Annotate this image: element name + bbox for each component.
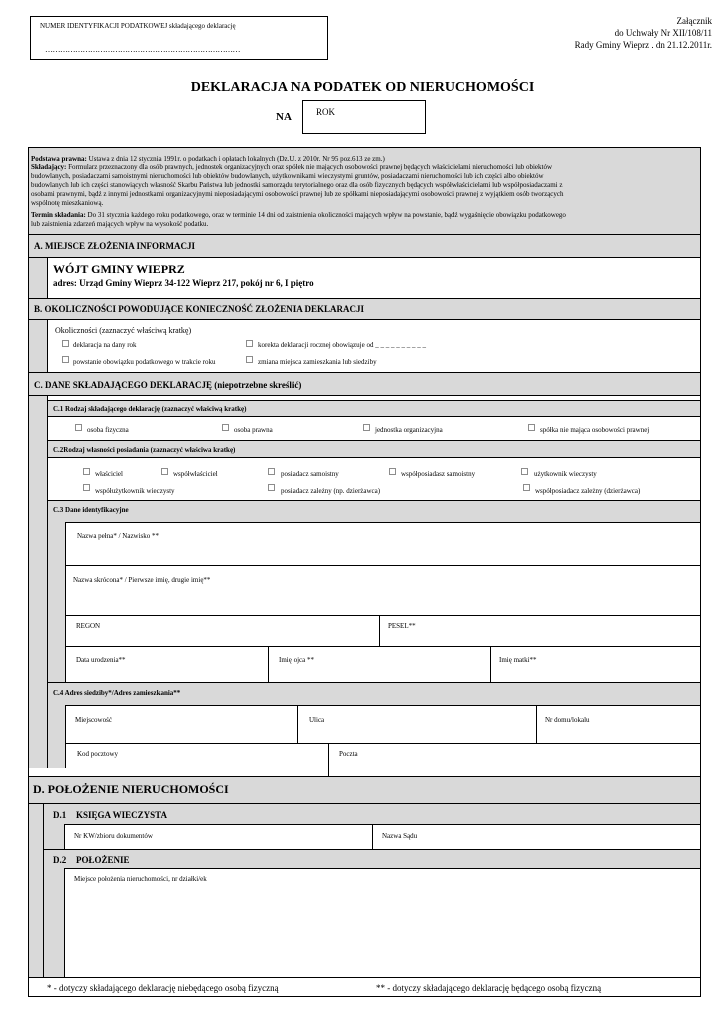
- footnote-two: ** - dotyczy składającego deklarację będącego osobą fizyczną: [376, 983, 602, 993]
- d1-header: KSIĘGA WIECZYSTA: [76, 810, 167, 820]
- input-street[interactable]: [298, 706, 535, 742]
- legal-filers-5: wspólnotę mieszkaniową.: [31, 199, 104, 207]
- c1-header: C.1 Rodzaj składającego deklarację (zaznaczyć właściwą kratkę): [53, 405, 247, 413]
- checkbox-correction[interactable]: [246, 340, 253, 347]
- d2-header-bg: [44, 850, 700, 868]
- input-house-number[interactable]: [537, 706, 700, 742]
- input-city[interactable]: [66, 706, 296, 742]
- label-post-office: Poczta: [339, 750, 358, 758]
- checkbox-independent-holder[interactable]: [268, 468, 275, 475]
- page-title: DEKLARACJA NA PODATEK OD NIERUCHOMOŚCI: [190, 80, 535, 95]
- d2-header: POŁOŻENIE: [76, 855, 130, 865]
- c2-header: C.2Rodzaj własności posiadania (zaznaczyć właściwa kratkę): [53, 446, 236, 454]
- d2-number: D.2: [53, 855, 67, 865]
- c3-header: C.3 Dane identyfikacyjne: [53, 506, 129, 514]
- section-c-header: C. DANE SKŁADAJĄCEGO DEKLARACJĘ (niepotrzebne skreślić): [34, 380, 302, 390]
- nip-field[interactable]: ……………………………………………………………………: [45, 45, 240, 54]
- input-location[interactable]: [65, 869, 700, 976]
- input-full-name[interactable]: [66, 523, 700, 565]
- section-b-header: B. OKOLICZNOŚCI POWODUJĄCE KONIECZNOŚĆ ZŁOŻENIA DEKLARACJI: [34, 304, 365, 314]
- input-court-name[interactable]: [373, 825, 700, 848]
- label-correction: korekta deklaracji rocznej obowiązuje od _ _ _ _ _ _ _ _ _ _: [258, 341, 426, 349]
- checkbox-co-perpetual-user[interactable]: [83, 484, 90, 491]
- legal-filers-1: Składający: Formularz przeznaczony dla osób prawnych, jednostek organizacyjnych oraz spółek nie mających osobowości prawnej będących właścicielami nieruchomości lub obiektów: [31, 163, 553, 171]
- label-dependent-holder: posiadacz zależny (np. dzierżawca): [281, 487, 381, 495]
- checkbox-address-change[interactable]: [246, 356, 253, 363]
- c4-header: C.4 Adres siedziby*/Adres zamieszkania**: [53, 689, 181, 697]
- checkbox-obligation-arose[interactable]: [62, 356, 69, 363]
- label-birth-date: Data urodzenia**: [76, 656, 126, 664]
- input-short-name[interactable]: [66, 566, 700, 615]
- label-natural-person: osoba fizyczna: [87, 426, 129, 434]
- label-house-number: Nr domu/lokalu: [545, 716, 590, 724]
- d2-indent-bg: [44, 868, 64, 977]
- legal-filers-3: budowlanych lub ich części stanowiących własność Skarbu Państwa lub jednostki samorządu terytorialnego oraz dla osób fizycznych będących współwłaścicielami lub współposiadaczami z: [31, 181, 563, 189]
- label-annual-declaration: deklaracja na dany rok: [73, 341, 137, 349]
- office-address: adres: Urząd Gminy Wieprz 34-122 Wieprz 217, pokój nr 6, I piętro: [53, 278, 314, 288]
- label-perpetual-user: użytkownik wieczysty: [534, 470, 597, 478]
- attachment-line-1: Załącznik: [676, 16, 712, 26]
- label-owner: właściciel: [95, 470, 123, 478]
- legal-basis: Podstawa prawna: Ustawa z dnia 12 stycznia 1991r. o podatkach i opłatach lokalnych (Dz.U. z 2010r. Nr 95 poz.613 ze zm.): [31, 155, 385, 163]
- label-co-perpetual-user: współużytkownik wieczysty: [95, 487, 175, 495]
- checkbox-perpetual-user[interactable]: [521, 468, 528, 475]
- label-location: Miejsce położenia nieruchomości, nr działki/ek: [74, 875, 207, 883]
- input-pesel[interactable]: [380, 616, 700, 645]
- input-post-office[interactable]: [329, 744, 700, 767]
- checkbox-dependent-holder[interactable]: [268, 484, 275, 491]
- left-column-d: [29, 804, 43, 977]
- checkbox-legal-person[interactable]: [222, 424, 229, 431]
- nip-label: NUMER IDENTYFIKACJI PODATKOWEJ składającego deklarację: [40, 22, 236, 30]
- label-co-owner: współwłaściciel: [173, 470, 218, 478]
- c3-header-bg: [48, 501, 700, 522]
- label-court-name: Nazwa Sądu: [382, 832, 418, 840]
- label-father-name: Imię ojca **: [279, 656, 314, 664]
- year-box[interactable]: [302, 100, 426, 134]
- checkbox-co-owner[interactable]: [161, 468, 168, 475]
- input-kw-number[interactable]: [65, 825, 371, 848]
- d1-indent-bg: [44, 824, 64, 849]
- checkbox-natural-person[interactable]: [75, 424, 82, 431]
- label-co-dependent-holder: współposiadacz zależny (dzierżawca): [535, 487, 641, 495]
- c4-indent-bg: [48, 705, 65, 768]
- checkbox-org-unit[interactable]: [363, 424, 370, 431]
- label-postal-code: Kod pocztowy: [77, 750, 119, 758]
- checkbox-co-independent-holder[interactable]: [389, 468, 396, 475]
- attachment-line-3: Rady Gminy Wieprz . dn 21.12.2011r.: [574, 40, 712, 50]
- section-d-header: D. POŁOŻENIE NIERUCHOMOŚCI: [33, 782, 229, 796]
- label-full-name: Nazwa pełna* / Nazwisko **: [77, 532, 160, 540]
- year-rok-label: ROK: [316, 107, 336, 117]
- label-kw-number: Nr KW/zbioru dokumentów: [74, 832, 153, 840]
- footnote-one: * - dotyczy składającego deklarację niebędącego osobą fizyczną: [47, 983, 279, 993]
- input-father-name[interactable]: [269, 647, 489, 681]
- checkbox-co-dependent-holder[interactable]: [523, 484, 530, 491]
- label-short-name: Nazwa skrócona* / Pierwsze imię, drugie imię**: [73, 576, 211, 584]
- checkbox-partnership[interactable]: [528, 424, 535, 431]
- label-org-unit: jednostka organizacyjna: [375, 426, 443, 434]
- section-a-left-bg: [29, 258, 47, 298]
- input-birth-date[interactable]: [66, 647, 267, 681]
- legal-deadline-2: lub zaistnienia zdarzeń mających wpływ na wysokość podatku.: [31, 220, 209, 228]
- label-obligation-arose: powstanie obowiązku podatkowego w trakcie roku: [73, 358, 216, 366]
- year-na-label: NA: [276, 111, 292, 123]
- label-independent-holder: posiadacz samoistny: [281, 470, 339, 478]
- label-mother-name: Imię matki**: [499, 656, 537, 664]
- label-legal-person: osoba prawna: [234, 426, 273, 434]
- c3-indent-bg: [48, 522, 65, 682]
- label-partnership: spółka nie mająca osobowości prawnej: [540, 426, 650, 434]
- section-a-header: A. MIEJSCE ZŁOŻENIA INFORMACJI: [34, 241, 196, 251]
- input-postal-code[interactable]: [66, 744, 327, 767]
- label-pesel: PESEL**: [388, 622, 416, 630]
- legal-filers-4: osobami prawnymi, bądź z innymi jednostkami organizacyjnymi nieposiadającymi osobowości prawnej lub ze spółkami nieposiadającymi osobowości prawnej z wyjątkiem osób tworzących: [31, 190, 564, 198]
- input-mother-name[interactable]: [491, 647, 700, 681]
- label-co-independent-holder: współposiadasz samoistny: [401, 470, 476, 478]
- checkbox-owner[interactable]: [83, 468, 90, 475]
- label-city: Miejscowość: [75, 716, 112, 724]
- office-name: WÓJT GMINY WIEPRZ: [53, 262, 185, 276]
- label-regon: REGON: [76, 622, 101, 630]
- section-b-hint: Okoliczności (zaznaczyć właściwą kratkę): [55, 326, 192, 335]
- label-address-change: zmiana miejsca zamieszkania lub siedziby: [258, 358, 377, 366]
- attachment-line-2: do Uchwały Nr XII/108/11: [614, 28, 712, 38]
- input-regon[interactable]: [66, 616, 378, 645]
- label-street: Ulica: [309, 716, 325, 724]
- section-b-left-bg: [29, 320, 47, 372]
- left-column-c: [29, 396, 47, 768]
- legal-deadline-1: Termin składania: Do 31 stycznia każdego roku podatkowego, oraz w terminie 14 dni od zaistnienia okoliczności mających wpływ na powstanie, bądź wygaśnięcie obowiązku podatkowego: [31, 211, 566, 219]
- d1-number: D.1: [53, 810, 67, 820]
- checkbox-annual-declaration[interactable]: [62, 340, 69, 347]
- legal-filers-2: budowlanych, posiadaczami samoistnymi nieruchomości lub obiektów budowlanych, użytkownikami wieczystymi gruntów, posiadaczami nieruchomości lub ich części albo obiektów: [31, 172, 544, 180]
